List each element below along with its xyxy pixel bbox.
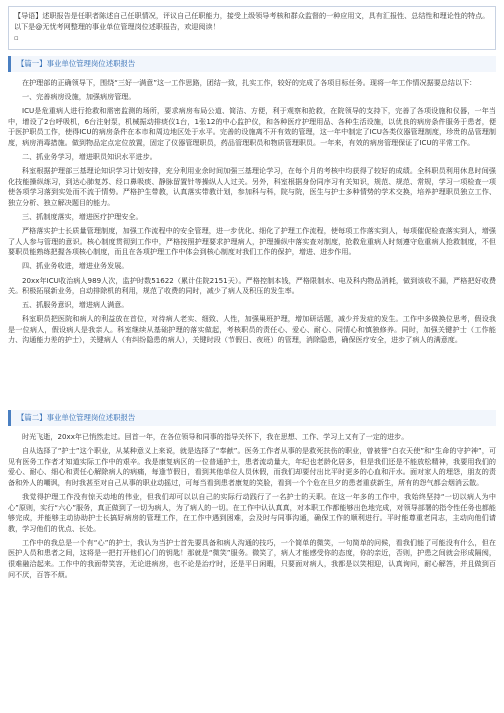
paragraph: 科室职员把医院和病人的利益放在首位，对待病人老实、细致、人性，加强巢班护理，增加研话题，减少并发症的发生。工作中多做换位思考，假设我是一位病人，假设病人是我亲人。科室继续从基础护理的落实做起，考核职员的责任心、爱心、耐心、同情心和慎独修养。同时，加强关键护士（工作能力、沟通能力差的护士），关键病人（有纠纷隐患的病人），关键时段（节假日、夜班）的管理，消除隐患，确保医疗安全，进步了病人的满意度。 — [8, 314, 496, 345]
paragraph: 严格落实护士长质量管理制度，加强工作流程中的安全管理，进一步优化、细化了护理工作流程，使每项工作落实到人，每项催促检查落实到人，增强了人人参与管理的意识。核心制度贯彻到工作中，严格按照护理要求护理病人，护理操纵中落实查对制度，抢救危重病人时刻遵守危重病人抢救制度，不但要职员能熟练把握各项核心制度，而且在各项护理工作中体会到核心制度对我们工作的保护，增进、进步作用。 — [8, 226, 496, 257]
intro-text: 【导语】述职报告是任职者陈述自己任职情况，评议自己任职能力，接受上级领导考核和群众监督的一种应用文，具有汇报性、总结性和理论性的特点。以下是@无忧考网整理的事业单位管理岗位述职报告，欢迎阅读！ — [14, 11, 490, 31]
section-1-body — [8, 78, 496, 350]
paragraph: 工作中的我总是一个有“心”的护士，我认为当护士首先要具备和病人沟通的技巧，一个简单的微笑，一句简单的问候，看我们能了可能没有什么，但在医护人员和患者之间，这将是一把打开他们心门的钥匙！那就是“微笑”服务。微笑了，病人才能感受你的态度，你的亲近，否则，护患之间就会形成隔阂，很难融洽起来。工作中的我面带笑容，无论进病房，也不论是治疗时，还是平日闲暇，只要面对病人，我都是以笑相迎，认真询问，耐心解答，并且做到百问不厌，百答不烦。 — [8, 537, 496, 579]
paragraph: 时光飞逝，20xx年已悄然走过。回首一年，在各位领导和同事的指导关怀下，我在思想、工作、学习上又有了一定的进步。 — [22, 432, 409, 441]
intro-box — [8, 6, 496, 50]
paragraph: ICU是危重病人进行抢救和需密监测的场所，要求病房布局公道、简洁、方便，利于观察和抢救，在院领导的支持下，完善了各项设施和仪器，一年当中，增设了2台呼吸机，6台注射泵，机械振动排痰仪1台，1张12的中心监护仪，和各种医疗护理用品、各种生活设施，以优良的病房条件服务于患者，便于医护职员工作，使得ICU的病房条件在本市和周边地区处于水平。完善的设施离不开有效的管理，这一年中制定了ICU各类仪器管理制度，珍贵的品管理制度，病房消毒措施。做到物品定点定位放置，固定了仪器管理职员，药品管理职员和物质管理职员。一年来，有效的病房管理保证了ICU的平常工作。 — [8, 106, 496, 147]
paragraph: 二、抓业务学习，增进职员知识水平进步。 — [22, 152, 157, 162]
paragraph: 自从选择了“护士”这个职业，从某种意义上来说，就是选择了“奉献”。医务工作者从事的是救死扶伤的职业，曾被誉“白衣天使”和“生命的守护神”，可见有医务工作者才知道实际工作中的艰辛。我是康复病区的一位普通护士，患者流动量大，年纪也老龄化居多，但是我们还是不能放松精神，我要用我们的爱心、耐心、细心和责任心解除病人的病痛，每逢节假日，看到其他单位人员休假，而我们却要付出比平时更多的心血和汗水。面对家人的埋怨，朋友的责备和外人的嘲讽，有时我甚至对自己从事的职业动摇过，可每当看到患者康复的笑脸，看到一个个危在旦夕的患者重获新生，所有的怨气都会烟消云散。 — [8, 446, 496, 487]
paragraph: 在护理部的正确领导下，围绕“三好一满意”这一工作思路，团结一致，扎实工作，较好的完成了各项目标任务。现将一年工作情况据要总结以下： — [22, 78, 477, 87]
paragraph: 一、完善病房设施，加强病房管理。 — [22, 92, 136, 102]
paragraph: 科室根据护理部三基理论知识学习计划安排，充分利用业余时间加强三基理论学习，在每个月的考核中均获得了较好的成绩。全科职员利用休息时间强化技能操纵练习，到达心肺复苏、经口鼻吸痰、静脉留置针等操纵人人过关。另外，科室根据身份同序习有关知识，规范、规范、常规，学习一项检查一项使各项学习落到实处而不流于情势。严格护生带教，认真落实带教计划，参加科与科，院与院，医生与护士多种情势的学术交换，培养护理职员独立工作、独立分析、独立解决题目的能力。 — [8, 166, 496, 207]
paragraph: 五、抓服务意识，增进病人满意。 — [22, 300, 129, 310]
section-2-heading: 【篇二】事业单位管理岗位述职报告 — [8, 410, 496, 426]
section-2-body — [8, 432, 496, 584]
paragraph: 20xx年ICU收治病人989人次，监护时数51622（累计住院2151天）。严格控制本钱，严格限制水、电及科内物品消耗，做到该收不漏，严格把好收费关。积极拓展新业务，自动排除机的利用，规范了收费的同时，减少了病人及积压的发生率。 — [8, 275, 496, 296]
paragraph: 我觉得护理工作没有惊天动地的伟业，但我们却可以以自己的实际行动践行了一名护士的天职。在这一年多的工作中，我始终坚持“一切以病人为中心”原则，实行“六心”服务，真正做到了一切为病人，为了病人的一切。在工作中认认真真，对本职工作都能够出色地完成，对领导部署的指令性任务也都能够完成，并能够主动协助护士长搞好病房的管理工作，在工作中遇到困难，会及时与同事沟通，确保工作的顺利进行。平时能尊重老同志，主动向他们请教，学习他们的优点、长处。 — [8, 491, 496, 533]
intro-mark: ▫ — [14, 33, 19, 42]
paragraph: 四、抓业务收进，增进业务发展。 — [22, 261, 129, 271]
paragraph: 三、抓制度落实，增进医疗护理安全。 — [22, 212, 143, 222]
section-1-heading: 【篇一】事业单位管理岗位述职报告 — [8, 56, 496, 72]
